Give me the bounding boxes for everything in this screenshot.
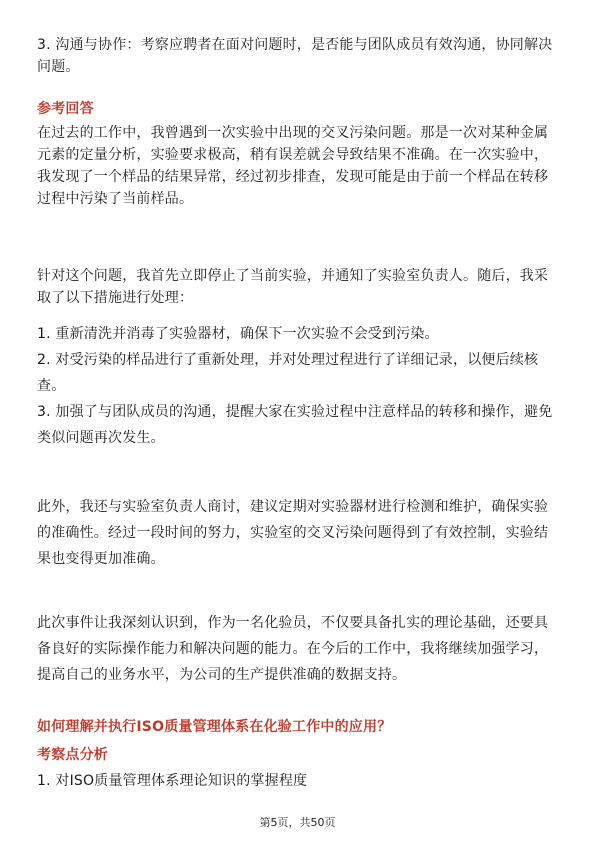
answer-paragraph-2 [37, 265, 561, 309]
page-number-footer: 第5页，共50页 [259, 816, 336, 829]
next-question-heading [37, 716, 561, 738]
section-heading: 参考回答 [37, 101, 94, 117]
list-item: 2. 对受污染的样品进行了重新处理，并对处理过程进行了详细记录，以便后续核 [37, 352, 539, 368]
list-item: 1. 重新清洗并消毒了实验器材，确保下一次实验不会受到污染。 [37, 326, 439, 342]
question-point-3 [37, 34, 561, 78]
text-line: 此次事件让我深刻认识到，作为一名化验员，不仅要具备扎实的理论基础，还要具 [37, 615, 549, 631]
question-title: 如何理解并执行ISO质量管理体系在化验工作中的应用？ [37, 719, 392, 735]
list-item: 1. 对ISO质量管理体系理论知识的掌握程度 [37, 773, 308, 789]
answer-paragraph-4 [37, 612, 561, 686]
text-line: 问题。 [37, 59, 80, 75]
list-item: 3. 加强了与团队成员的沟通，提醒大家在实验过程中注意样品的转移和操作，避免 [37, 404, 553, 420]
text-line: 取了以下措施进行处理： [37, 290, 194, 306]
reference-answer-heading [37, 98, 561, 120]
answer-steps-list [37, 323, 561, 449]
text-line: 我发现了一个样品的结果异常，经过初步排查，发现可能是由于前一个样品在转移 [37, 169, 549, 185]
list-item: 查。 [37, 378, 66, 394]
section-heading: 考察点分析 [37, 747, 108, 763]
text-line: 针对这个问题，我首先立即停止了当前实验，并通知了实验室负责人。随后，我采 [37, 268, 549, 284]
text-line: 此外，我还与实验室负责人商讨，建议定期对实验器材进行检测和维护，确保实验 [37, 499, 549, 515]
analysis-item-1 [37, 770, 561, 792]
text-line: 元素的定量分析，实验要求极高，稍有误差就会导致结果不准确。在一次实验中， [37, 147, 549, 163]
answer-paragraph-3 [37, 496, 561, 570]
text-line: 果也变得更加准确。 [37, 551, 165, 567]
list-item: 类似问题再次发生。 [37, 430, 165, 446]
text-line: 在过去的工作中，我曾遇到一次实验中出现的交叉污染问题。那是一次对某种金属 [37, 125, 549, 141]
analysis-heading [37, 744, 561, 766]
text-line: 提高自己的业务水平，为公司的生产提供准确的数据支持。 [37, 667, 407, 683]
text-line: 3. 沟通与协作：考察应聘者在面对问题时，是否能与团队成员有效沟通，协同解决 [37, 37, 553, 53]
text-line: 过程中污染了当前样品。 [37, 191, 194, 207]
answer-paragraph-1 [37, 122, 561, 210]
text-line: 备良好的实际操作能力和解决问题的能力。在今后的工作中，我将继续加强学习， [37, 641, 549, 657]
text-line: 的准确性。经过一段时间的努力，实验室的交叉污染问题得到了有效控制，实验结 [37, 525, 549, 541]
